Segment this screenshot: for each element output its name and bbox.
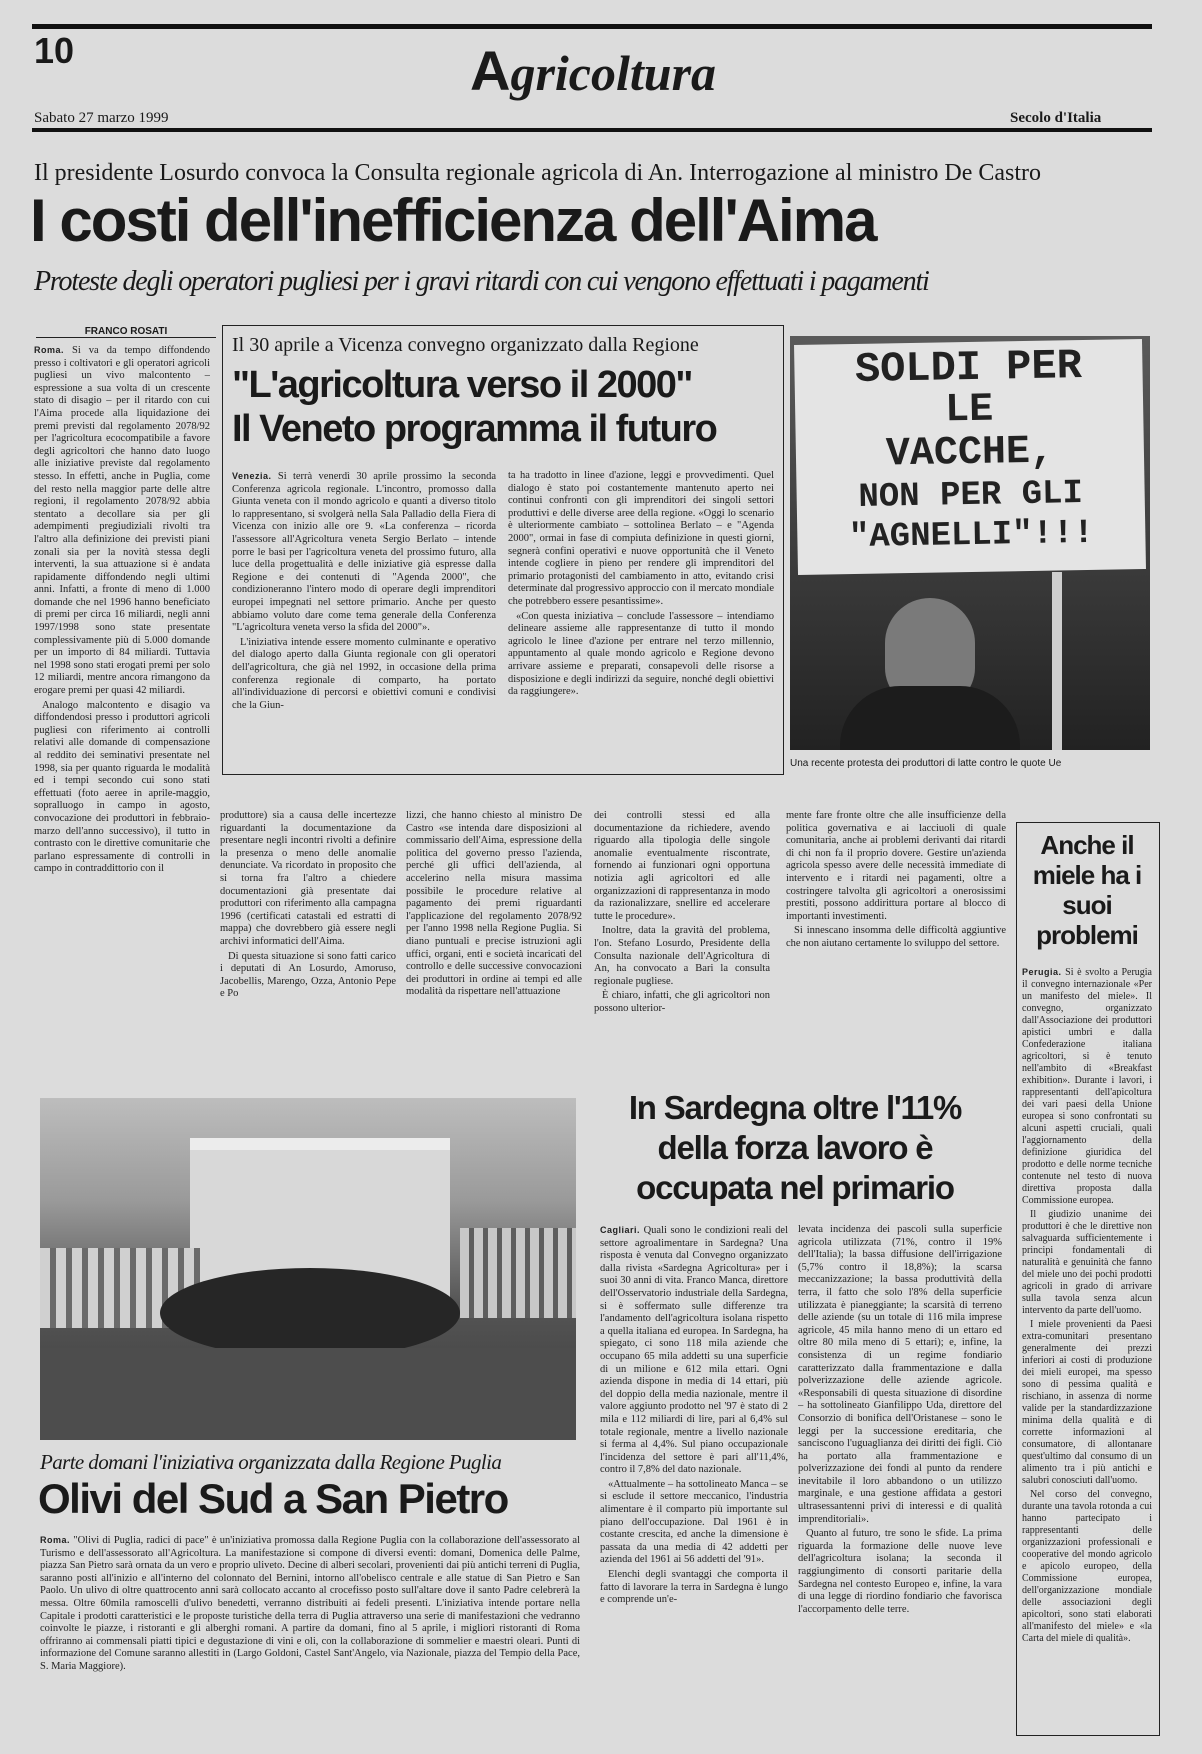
miele-headline: Anche il miele ha i suoi problemi	[1032, 830, 1142, 950]
lead-text-3: lizzi, che hanno chiesto al ministro De Castro «se intenda dare disposizioni al commissario dell'Aima, espressione della politica del governo presso l'azienda, perché gli uffici dell'azienda, al accelerino nella misura massima possibile le procedure relative al pagamento dei premi riguardanti l'applicazione del regolamento 2078/92 per l'anno 1998 nella Regione Puglia. Si diano puntuali e precise istruzioni agli uffici, organi, enti e società incaricati del controllo e delle successive convocazioni dei produttori in ordine ai tempi ed alle modalità da rispettare nell'attuazione	[406, 810, 582, 998]
miele-text-4: Nel corso del convegno, durante una tavola rotonda a cui hanno partecipato i rappresentanti delle organizzazioni professionali e cooperative del mondo agricolo e apicolo europeo, della Commissione europea, dell'organizzazione mondiale delle associazioni degli apicoltori, sono stati elaborati all'manifesto del miele» e «la Carta del miele di qualità».	[1022, 1489, 1152, 1644]
sign-line-4: NON PER GLI	[858, 475, 1084, 517]
lead-headline: I costi dell'inefficienza dell'Aima	[30, 187, 876, 254]
miele-text	[1022, 966, 1152, 1728]
san-pietro-photo	[40, 1098, 576, 1440]
sign-line-3: VACCHE,	[885, 429, 1055, 478]
veneto-text-1: Si terrà venerdì 30 aprile prossimo la seconda Conferenza agricola regionale. L'incontro, promosso dalla Giunta veneta con il mondo agricolo e quanti a diverso titolo lo rappresentano, si svolgerà nella Sala Palladio della Fiera di Vicenza con inizio alle ore 9. «La conferenza – ricorda l'assessore all'Agricoltura veneta Sergio Berlato – intende porre le basi per l'agricoltura veneta del prossimo futuro, alla luce della progettualità e delle iniziative già espresse dalla Regione e dei contenuti di "Agenda 2000", che condizioneranno l'intero modo di operare degli imprenditori europei impegnati nel settore primario. Anche per questo abbiamo voluto dare come tema generale della Conferenza "L'agricoltura veneta verso la sfida del 2000"».	[232, 471, 496, 634]
sign-line-5: "AGNELLI"!!!	[848, 514, 1095, 558]
protester-body	[840, 686, 1020, 750]
lead-text-4c: È chiaro, infatti, che gli agricoltori non possono ulterior-	[594, 990, 770, 1014]
olivi-dateline: Roma.	[40, 1535, 71, 1545]
lead-column-3	[406, 810, 582, 1060]
lead-text-4b: Inoltre, data la gravità del problema, l'on. Stefano Losurdo, Presidente della Consulta nazionale dell'Agricoltura di An, ha convocato a Bari la consulta regionale pugliese.	[594, 925, 770, 987]
lead-text-5b: Si innescano insomma delle difficoltà aggiuntive che non aiutano certamente lo sviluppo del settore.	[786, 925, 1006, 949]
sign-pole	[1052, 572, 1062, 750]
veneto-headline-2: Il Veneto programma il futuro	[232, 408, 717, 450]
masthead-rule	[32, 128, 1152, 132]
lead-text-1b: Analogo malcontento e disagio va diffondendosi presso i produttori agricoli pugliesi con riferimento ai controlli relativi alle domande di compensazione al reddito dei seminativi presentate nel 1998, sia per quanto riguarda le modalità ed i tempi secondo cui sono stati effettuati (foto aeree in aprile-maggio, sopralluogo in campo in agosto, convocazione dei produttori in febbraio-marzo dell'anno successivo), il tutto in contrasto con le direttive comunitarie che parlano espressamente di controlli in campo in contraddittorio con il	[34, 699, 210, 875]
lead-column-1	[34, 344, 210, 1052]
lead-text-5: mente fare fronte oltre che alle insufficienze della politica governativa e ai lacciuoli di quale comunitaria, anche ai problemi derivanti dai ritardi di chi non fa il proprio dovere. Gestire un'azienda agricola spesso avere delle necessità immediate di intervento e i ritardi nei pagamenti, oltre a costringere talvolta gli agricoltori a onerosissimi prestiti, possono addirittura portare al blocco di importanti investimenti.	[786, 810, 1006, 922]
sardegna-text-1c: Elenchi degli svantaggi che comporta il fatto di lavorare la terra in Sardegna è lungo e comprende un'e-	[600, 1569, 788, 1606]
miele-dateline: Perugia.	[1022, 967, 1062, 977]
veneto-dateline: Venezia.	[232, 471, 272, 481]
sardegna-dateline: Cagliari.	[600, 1225, 641, 1235]
veneto-column-2	[508, 470, 774, 770]
top-rule	[32, 24, 1152, 29]
piazza-ground	[40, 1348, 576, 1440]
newspaper-name: Secolo d'Italia	[1010, 110, 1102, 126]
lead-dateline: Roma.	[34, 345, 65, 355]
veneto-text-2: ta ha tradotto in linee d'azione, leggi e provvedimenti. Quel dialogo è stato poi costantemente mantenuto aperto nei continui confronti con gli imprenditori dei singoli settori produttivi e delle diverse aree della regione. «Oggi lo scenario è ulteriormente cambiato – sottolinea Berlato – e "Agenda 2000", ormai in fase di compiuta definizione in questi giorni, segnerà confini operativi e nuove opportunità che il Veneto intende cogliere in pieno per rendere gli imprenditori del primario protagonisti del cambiamento in atto, evitando crisi determinate dal progressivo approccio con il mercato mondiale che potrebbero essere pesantissime».	[508, 470, 774, 607]
lead-subheadline: Proteste degli operatori pugliesi per i gravi ritardi con cui vengono effettuati i pagamenti	[34, 266, 929, 297]
olivi-text-body: "Olivi di Puglia, radici di pace" è un'iniziativa promossa dalla Regione Puglia con la collaborazione dell'assessorato al Turismo e dell'assessorato all'Agricoltura. La manifestazione si compone di diversi eventi: domani, Domenica delle Palme, piazza San Pietro sarà ornata da un vero e proprio uliveto. Decine di alberi secolari, provenienti dai più antichi terreni di Puglia, saranno posti all'inizio e all'interno del colonnato del Bernini, intorno all'obelisco centrale e alle statue di San Pietro e San Paolo. Un ulivo di oltre quattrocento anni sarà collocato accanto al crocefisso posto sull'altare dove il santo Padre celebrerà la messa. Oltre 60mila ramoscelli d'ulivo benedetti, verranno distribuiti ai fedeli presenti. L'iniziativa intende portare nella Capitale i prodotti caratteristici e le proposte turistiche della terra di Puglia attraverso una serie di manifestazioni che vedranno coinvolte le piazze, i ristoranti e gli alberghi romani. A partire da domani, fino al 5 aprile, i migliori ristoranti di Roma offriranno ai commensali piatti tipici e degustazione di vini e oli, con la collaborazione di sommelier e maestri oleari. Punti di informazione del Comune saranno allestiti in (Largo Goldoni, Castel Sant'Angelo, via Nazionale, piazza del Tempio della Pace, S. Maria Maggiore).	[40, 1535, 580, 1672]
lead-byline: FRANCO ROSATI	[36, 326, 216, 338]
sign-line-2: LE	[944, 387, 994, 434]
lead-column-2	[220, 810, 396, 1060]
veneto-headline-1: "L'agricoltura verso il 2000"	[232, 364, 692, 406]
lead-kicker: Il presidente Losurdo convoca la Consulta regionale agricola di An. Interrogazione al ministro De Castro	[34, 160, 1042, 186]
sardegna-text-2b: Quanto al futuro, tre sono le sfide. La prima riguarda la formazione delle nuove leve dell'agricoltura isolana; la seconda il raggiungimento di consorti paritarie della Sardegna nel contesto Europeo e, infine, la vara di una legge di riordino fondiario che favorisca l'accorpamento delle terre.	[798, 1528, 1002, 1615]
veneto-text-1b: L'iniziativa intende essere momento culminante e operativo del dialogo aperto dalla Giunta regionale con gli operatori dell'agricoltura, che già nel 1992, in occasione della prima conferenza regionale di comparto, ha portato all'individuazione di percorsi e obiettivi comuni e condivisi che la Giun-	[232, 636, 496, 711]
olivi-text	[40, 1534, 580, 1734]
page-number: 10	[34, 30, 75, 71]
sardegna-column-2	[798, 1224, 1002, 1734]
miele-text-1: Si è svolto a Perugia il convegno internazionale «Per un manifesto del miele». Il convegno, organizzato dall'Associazione dei produttori apistici umbri e dalla Confederazione italiana agricoltori, si è tenuto nell'ambito di «Breakfast exhibition». Durante i lavori, i rappresentanti dell'apicoltura dei vari paesi della Unione europea si sono confrontati su alcuni aspetti cruciali, quali l'aggiornamento della definizione giuridica del prodotto e delle norme tecniche contenute nel testo di nuova direttiva proposta dalla Commissione europea.	[1022, 967, 1152, 1206]
sardegna-headline: In Sardegna oltre l'11% della forza lavoro è occupata nel primario	[628, 1089, 962, 1206]
colonnade-right	[460, 1228, 576, 1318]
section-initial: A	[470, 39, 511, 102]
protest-caption: Una recente protesta dei produttori di latte contro le quote Ue	[790, 758, 1062, 769]
lead-text-2: produttore) sia a causa delle incertezze riguardanti la documentazione da presentare negli incontri rivolti a definire la presenza o meno delle anomalie denunciate. Va ricordato in proposito che si torna fra l'altro a chiedere documentazioni già presentate dai produttori con riferimento alla campagna 1996 (certificati catastali ed estratti di mappa) che dovrebbero già essere negli archivi informatici dell'Aima.	[220, 810, 396, 947]
lead-column-5	[786, 810, 1006, 1060]
sign-line-1: SOLDI PER	[854, 342, 1083, 394]
sardegna-text-1b: «Attualmente – ha sottolineato Manca – se si esclude il settore meccanico, l'industria alimentare è il comparto più importante sul piano dell'occupazione. Dal 1961 è in costante crescita, ed anche la dimensione è passata da una media di 42 addetti per azienda del 1961 ai 56 addetti del '91».	[600, 1478, 788, 1566]
sardegna-column-1	[600, 1224, 788, 1734]
olive-trees	[160, 1268, 460, 1358]
miele-text-2: Il giudizio unanime dei produttori è che le direttive non salvaguarda sufficientemente i principi fondamentali di naturalità e genuinità che fanno del miele uno dei pochi prodotti agricoli in grado di arrivare sulla tavola senza alcun intervento da parte dell'uomo.	[1022, 1209, 1152, 1316]
protest-photo	[790, 336, 1150, 750]
olivi-kicker: Parte domani l'iniziativa organizzata dalla Regione Puglia	[40, 1450, 502, 1474]
section-rest: gricoltura	[510, 45, 717, 101]
issue-date: Sabato 27 marzo 1999	[34, 110, 169, 126]
veneto-kicker: Il 30 aprile a Vicenza convegno organizzato dalla Regione	[232, 334, 699, 356]
olivi-headline: Olivi del Sud a San Pietro	[38, 1475, 508, 1522]
lead-text-4: dei controlli stessi ed alla documentazione da richiedere, avendo riguardo alla tipologia delle singole anomalie eventualmente riscontrate, fornendo ai funzionari ogni opportuna notizia agli agricoltori ed alle organizzazioni di rappresentanza in modo da razionalizzare, snellire ed accelerare tutte le procedure».	[594, 810, 770, 922]
section-title	[470, 39, 717, 102]
lead-text-1: Si va da tempo diffondendo presso i coltivatori e gli operatori agricoli pugliesi un vivo malcontento – espressione a sua volta di un crescente stato di disagio – per il ritardo con cui l'Aima procede alla liquidazione dei premi previsti dal regolamento 2078/92 per l'agricoltura ecocompatibile a favore degli agricoltori che hanno dato luogo alle iniziative previste dal regolamento stesso. In effetti, anche in Puglia, come del resto nella maggior parte delle altre regioni, il regolamento 2078/92 abbia stentato a decollare sia per gli adempimenti pregiudiziali rivolti tra l'altro alla definizione dei previsti piani zonali sia per la novità stessa degli interventi, la sua attuazione si è andata rapidamente diffondendo negli ultimi anni. Infatti, a fronte di meno di 1.000 domande che nel 1996 hanno beneficiato di premi per circa 16 miliardi, negli anni 1997/1998 sono state presentate complessivamente più di 5.000 domande per un importo di 84 miliardi. Tuttavia nel 1998 sono stati erogati premi per solo 12 miliardi, mentre ancora rimangono da erogare premi per quasi 42 miliardi.	[34, 345, 210, 697]
veneto-column-1	[232, 470, 496, 770]
sardegna-text-1: Quali sono le condizioni reali del settore agroalimentare in Sardegna? Una risposta è venuta dal Convegno organizzato dalla rivista «Sardegna Agricoltura» per i suoi 30 anni di vita. Franco Manca, direttore dell'Osservatorio industriale della Sardegna, si è soffermato sulle differenze tra l'andamento dell'agricoltura isolana rispetto a quella italiana ed europea. In Sardegna, ha spiegato, ci sono 118 mila aziende che occupano 65 mila addetti su una superficie di un milione e 612 mila ettari. Ogni azienda dispone in media di 14 ettari, più del doppio della media nazionale, mentre il valore aggiunto prodotto nel '97 è stato di 2 mila e 112 miliardi di lire, pari al 6,4% sul totale regionale, mentre a livello nazionale si ferma al 4,4%. Sul piano occupazionale l'incidenza del settore è pari all'11,4%, contro il 7,8% del dato nazionale.	[600, 1225, 788, 1476]
miele-text-3: I miele provenienti da Paesi extra-comunitari presentano generalmente dei prezzi inferiori ai costi di produzione dei mieli europei, ma spesso sono di pessima qualità e rischiano, in assenza di norme valide per la standardizzazione minima della qualità e di corrette informazioni al consumatore, di allontanare quest'ultimo dal consumo di un alimento tra i più antichi e salubri conosciuti dall'uomo.	[1022, 1319, 1152, 1486]
lead-column-4	[594, 810, 770, 1060]
sardegna-text-2: levata incidenza dei pascoli sulla superficie agricola utilizzata (71%, contro il 19% dell'Italia); la bassa diffusione dell'irrigazione (5,7% contro il 18,8%); la scarsa meccanizzazione; la bassa produttività della terra, il fatto che solo l'8% della superficie utilizzata è pianeggiante; la scarsità di terreno delle aziende (su un totale di 116 mila imprese agricole, 45 mila hanno meno di un ettaro ed oltre 80 mila meno di 5 ettari); e, infine, la consistenza di un regime fondiario caratterizzato dalla frammentazione e dalla polverizzazione delle aziende agricole. «Responsabili di questa situazione di disordine – ha sottolineato Gianfilippo Uda, direttore del Consorzio di bonifica dell'Oristanese – sono le leggi per la successione ereditaria, che sanciscono l'uguaglianza dei diritti dei figli. Ciò ha portato alla frammentazione e polverizzazione dei fondi al punto da rendere inevitabile il loro abbandono o un utilizzo marginale, e una gestione affidata a gestori ultrasessantenni privi di interessi e di qualità imprenditoriali».	[798, 1224, 1002, 1525]
lead-text-2b: Di questa situazione si sono fatti carico i deputati di An Losurdo, Amoruso, Jacobellis, Marengo, Ozza, Antonio Pepe e Po	[220, 950, 396, 1000]
veneto-text-2b: «Con questa iniziativa – conclude l'assessore – intendiamo delineare assieme alle rappresentanze di tutto il mondo agricolo le linee d'azione per entrare nel terzo millennio, appuntamento al quale mondo agricolo e Regione devono arrivare assieme e preparati, consapevoli delle risorse a disposizione e degli indirizzi da seguire, nonché degli obiettivi da raggiungere».	[508, 610, 774, 698]
protest-sign	[794, 339, 1146, 575]
